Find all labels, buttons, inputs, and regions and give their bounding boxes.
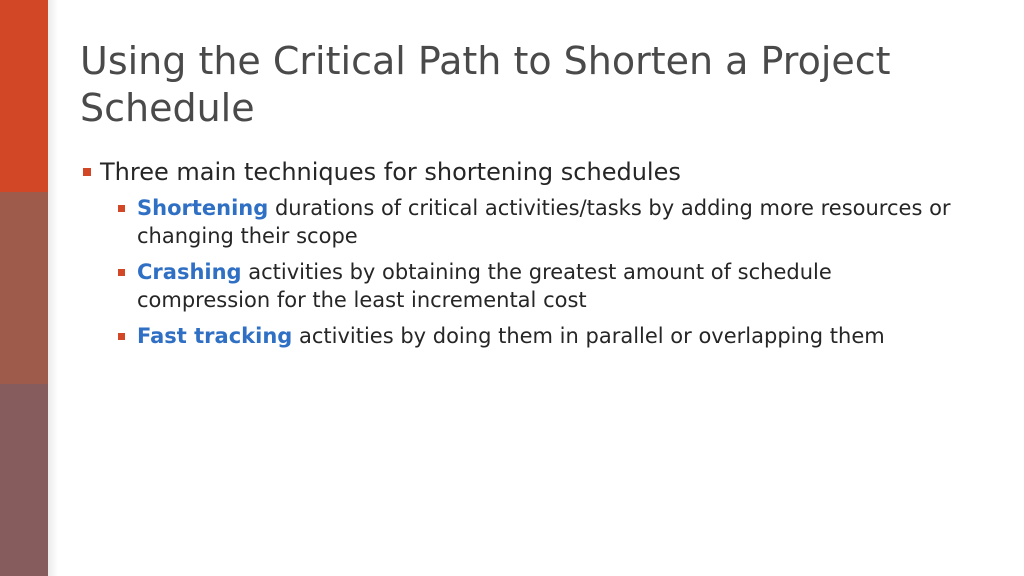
technique-term: Fast tracking <box>137 324 293 348</box>
side-bar-segment-top <box>0 0 48 192</box>
square-bullet-icon <box>118 269 125 276</box>
side-bar-segment-bottom <box>0 384 48 576</box>
technique-description: activities by doing them in parallel or overlapping them <box>292 324 885 348</box>
decorative-side-bar <box>0 0 48 576</box>
slide-content <box>80 154 960 358</box>
main-bullet-text: Three main techniques for shortening schedules <box>100 158 681 186</box>
technique-item-fast-tracking <box>80 322 960 350</box>
technique-description: activities by obtaining the greatest amount of schedule compression for the least incremental cost <box>137 260 832 312</box>
technique-term: Shortening <box>137 196 269 220</box>
technique-item-shortening <box>80 194 960 250</box>
side-bar-segment-middle <box>0 192 48 384</box>
slide-title: Using the Critical Path to Shorten a Project Schedule <box>80 39 891 130</box>
main-bullet <box>80 154 960 190</box>
technique-term: Crashing <box>137 260 242 284</box>
square-bullet-icon <box>118 205 125 212</box>
square-bullet-icon <box>83 168 91 176</box>
technique-list <box>80 194 960 350</box>
side-bar-shadow <box>48 0 58 576</box>
technique-item-crashing <box>80 258 960 314</box>
square-bullet-icon <box>118 333 125 340</box>
technique-description: durations of critical activities/tasks by adding more resources or changing their scope <box>137 196 951 248</box>
